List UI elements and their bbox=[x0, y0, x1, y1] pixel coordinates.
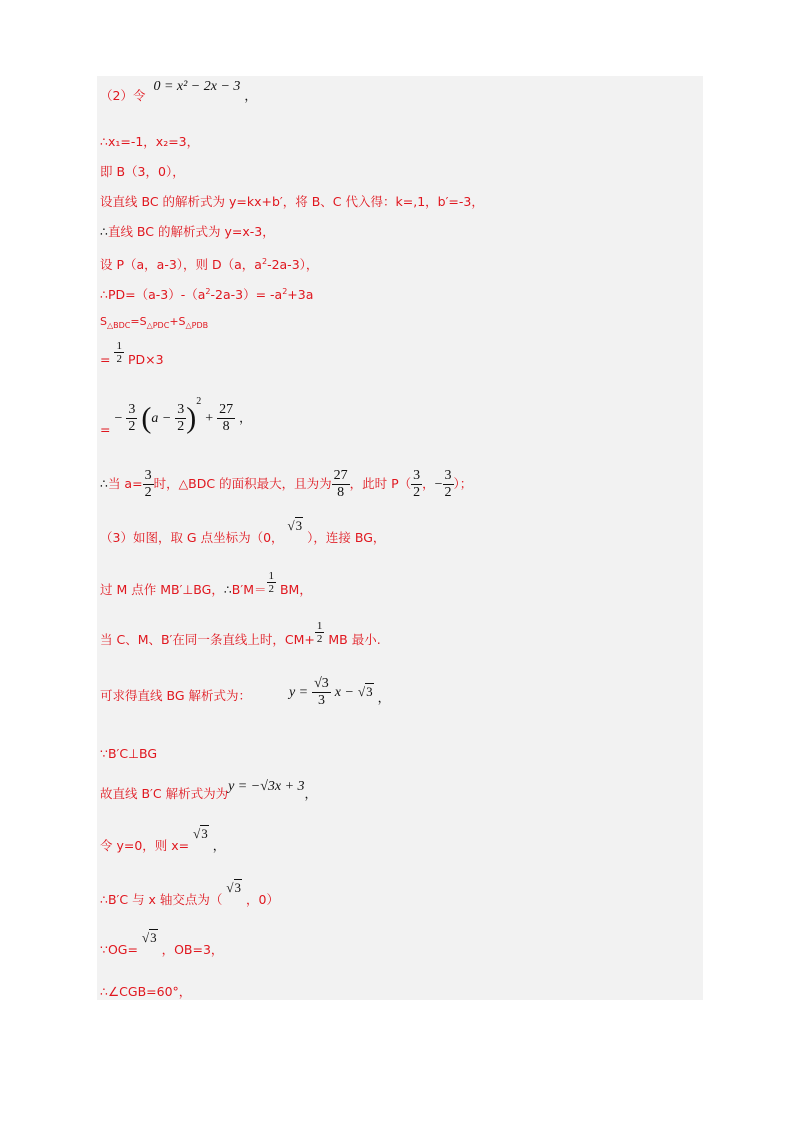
radicand: 3 bbox=[234, 880, 242, 895]
fraction bbox=[332, 468, 350, 501]
text: BM， bbox=[276, 582, 312, 597]
fraction bbox=[411, 468, 422, 501]
line-min-condition bbox=[100, 620, 381, 648]
fraction-half bbox=[267, 570, 277, 595]
numerator: 1 bbox=[268, 570, 274, 582]
fraction bbox=[443, 468, 454, 501]
text: +3a bbox=[287, 287, 314, 302]
subscript: △BDC bbox=[106, 321, 131, 330]
numerator: 1 bbox=[116, 340, 122, 352]
text: =S bbox=[130, 315, 147, 328]
equals: = bbox=[100, 422, 111, 437]
equation-x: x − bbox=[334, 685, 354, 700]
comma: ， bbox=[212, 838, 226, 853]
numerator: 1 bbox=[316, 620, 323, 632]
text: +S bbox=[169, 315, 186, 328]
equation: y = −√3x + 3 bbox=[228, 779, 305, 794]
numerator: 3 bbox=[144, 468, 152, 483]
sqrt: √3 bbox=[193, 826, 208, 841]
superscript: 2 bbox=[282, 287, 288, 296]
radicand: 3 bbox=[201, 826, 208, 841]
left-paren: ( bbox=[141, 401, 152, 435]
numerator: 3 bbox=[444, 468, 452, 483]
text: 时，△BDC 的面积最大，且为为 bbox=[153, 476, 332, 491]
text: ，此时 P（ bbox=[349, 476, 412, 491]
subscript: △PDB bbox=[185, 321, 209, 330]
line-set-bc: 设直线 BC 的解析式为 y=kx+b′，将 B、C 代入得：k=,1，b′=-3， bbox=[100, 194, 484, 209]
sqrt: √3 bbox=[141, 930, 157, 945]
numerator: 27 bbox=[219, 402, 234, 417]
text: 令 y=0，则 x= bbox=[100, 838, 190, 853]
radicand: 3 bbox=[295, 518, 303, 533]
fraction bbox=[143, 468, 154, 501]
comma: ， bbox=[304, 786, 318, 801]
line-half-pd bbox=[100, 340, 164, 368]
numerator: 3 bbox=[128, 402, 136, 417]
line-set-y-zero bbox=[100, 826, 226, 854]
line-pd bbox=[100, 284, 313, 303]
text: ）； bbox=[453, 476, 473, 491]
superscript: 2 bbox=[261, 257, 268, 266]
text: 可求得直线 BG 解析式为： bbox=[100, 688, 251, 703]
minus: − bbox=[114, 411, 123, 426]
expression: a − bbox=[151, 411, 172, 426]
line-point-g bbox=[100, 518, 386, 546]
line-angle: ∴∠CGB=60°， bbox=[100, 984, 192, 999]
text: -2a-3）， bbox=[267, 257, 319, 272]
denominator: 2 bbox=[316, 633, 323, 645]
text: 过 M 点作 MB′⊥BG， bbox=[100, 582, 224, 597]
line-set-zero bbox=[100, 79, 257, 105]
text: MB 最小. bbox=[324, 632, 381, 647]
text: （3）如图，取 G 点坐标为（0， bbox=[100, 530, 284, 545]
comma: ， bbox=[377, 690, 391, 705]
subscript: △PDC bbox=[146, 321, 170, 330]
fraction-half bbox=[114, 340, 124, 365]
denominator: 8 bbox=[217, 418, 235, 435]
equation: 0 = x² − 2x − 3 bbox=[153, 79, 241, 94]
line-bc-prime-equation bbox=[100, 779, 318, 803]
sqrt: √3 bbox=[357, 684, 373, 699]
line-vertex-form bbox=[100, 394, 252, 438]
text: ∴B′C 与 x 轴交点为（ bbox=[100, 892, 223, 907]
line-point-b: 即 B（3，0）， bbox=[100, 164, 185, 179]
numerator: 3 bbox=[413, 468, 421, 483]
right-paren: ) bbox=[186, 401, 197, 435]
fraction bbox=[126, 402, 137, 435]
therefore-symbol: ∴ bbox=[100, 224, 108, 239]
denominator: 8 bbox=[332, 484, 350, 501]
denominator: 3 bbox=[312, 692, 331, 709]
numerator: √3 bbox=[314, 676, 329, 691]
denominator: 2 bbox=[177, 419, 185, 434]
denominator: 2 bbox=[444, 485, 452, 500]
equals: = bbox=[100, 352, 111, 367]
fraction bbox=[175, 402, 186, 435]
fraction bbox=[312, 676, 331, 709]
denominator: 2 bbox=[268, 583, 274, 595]
text: 直线 BC 的解析式为 y=x-3， bbox=[107, 224, 275, 239]
denominator: 2 bbox=[413, 485, 421, 500]
line-roots: ∴x₁=-1，x₂=3， bbox=[100, 134, 200, 149]
therefore-symbol: ∴ bbox=[100, 476, 108, 491]
text: 当 C、M、B′在同一条直线上时，CM+ bbox=[100, 632, 315, 647]
denominator: 2 bbox=[144, 485, 152, 500]
numerator: 3 bbox=[177, 402, 185, 417]
comma: ， bbox=[244, 88, 257, 103]
text: 故直线 B′C 解析式为为 bbox=[100, 786, 229, 801]
fraction bbox=[217, 402, 235, 435]
line-intersection bbox=[100, 880, 279, 908]
line-bg-equation bbox=[100, 676, 390, 709]
superscript: 2 bbox=[205, 287, 211, 296]
denominator: 2 bbox=[116, 353, 122, 365]
comma: ， bbox=[239, 410, 252, 425]
text: 设 P（a，a-3），则 D（a，a bbox=[100, 257, 262, 272]
text: 当 a= bbox=[107, 476, 143, 491]
line-area-sum bbox=[100, 314, 208, 334]
line-max-area bbox=[100, 468, 472, 501]
radicand: 3 bbox=[150, 930, 157, 945]
line-set-p bbox=[100, 254, 318, 273]
numerator: 27 bbox=[333, 468, 348, 483]
line-perpendicular bbox=[100, 570, 312, 598]
radicand: 3 bbox=[366, 684, 373, 699]
text: （2）令 bbox=[100, 88, 146, 103]
line-og-ob bbox=[100, 930, 224, 958]
text: S bbox=[100, 315, 107, 328]
denominator: 2 bbox=[128, 419, 136, 434]
text: ， bbox=[422, 476, 435, 491]
text: PD×3 bbox=[123, 352, 164, 367]
text: ，OB=3， bbox=[161, 942, 224, 957]
equation-y: y = bbox=[288, 685, 309, 700]
sqrt: √3 bbox=[287, 518, 303, 533]
text: ∴PD=（a-3）-（a bbox=[100, 287, 206, 302]
therefore-symbol: ∴ bbox=[223, 582, 232, 597]
text: ），连接 BG， bbox=[307, 530, 386, 545]
plus: + bbox=[205, 411, 214, 426]
exponent: 2 bbox=[196, 396, 202, 407]
text: ∵OG= bbox=[100, 942, 138, 957]
line-because-perp: ∵B′C⊥BG bbox=[100, 746, 158, 761]
line-bc-result bbox=[100, 224, 275, 240]
text: ，0） bbox=[246, 892, 279, 907]
text: B′M＝ bbox=[231, 582, 267, 597]
text: -2a-3）= -a bbox=[210, 287, 283, 302]
fraction-half bbox=[315, 620, 325, 645]
sqrt: √3 bbox=[226, 880, 242, 895]
minus: − bbox=[434, 477, 443, 492]
